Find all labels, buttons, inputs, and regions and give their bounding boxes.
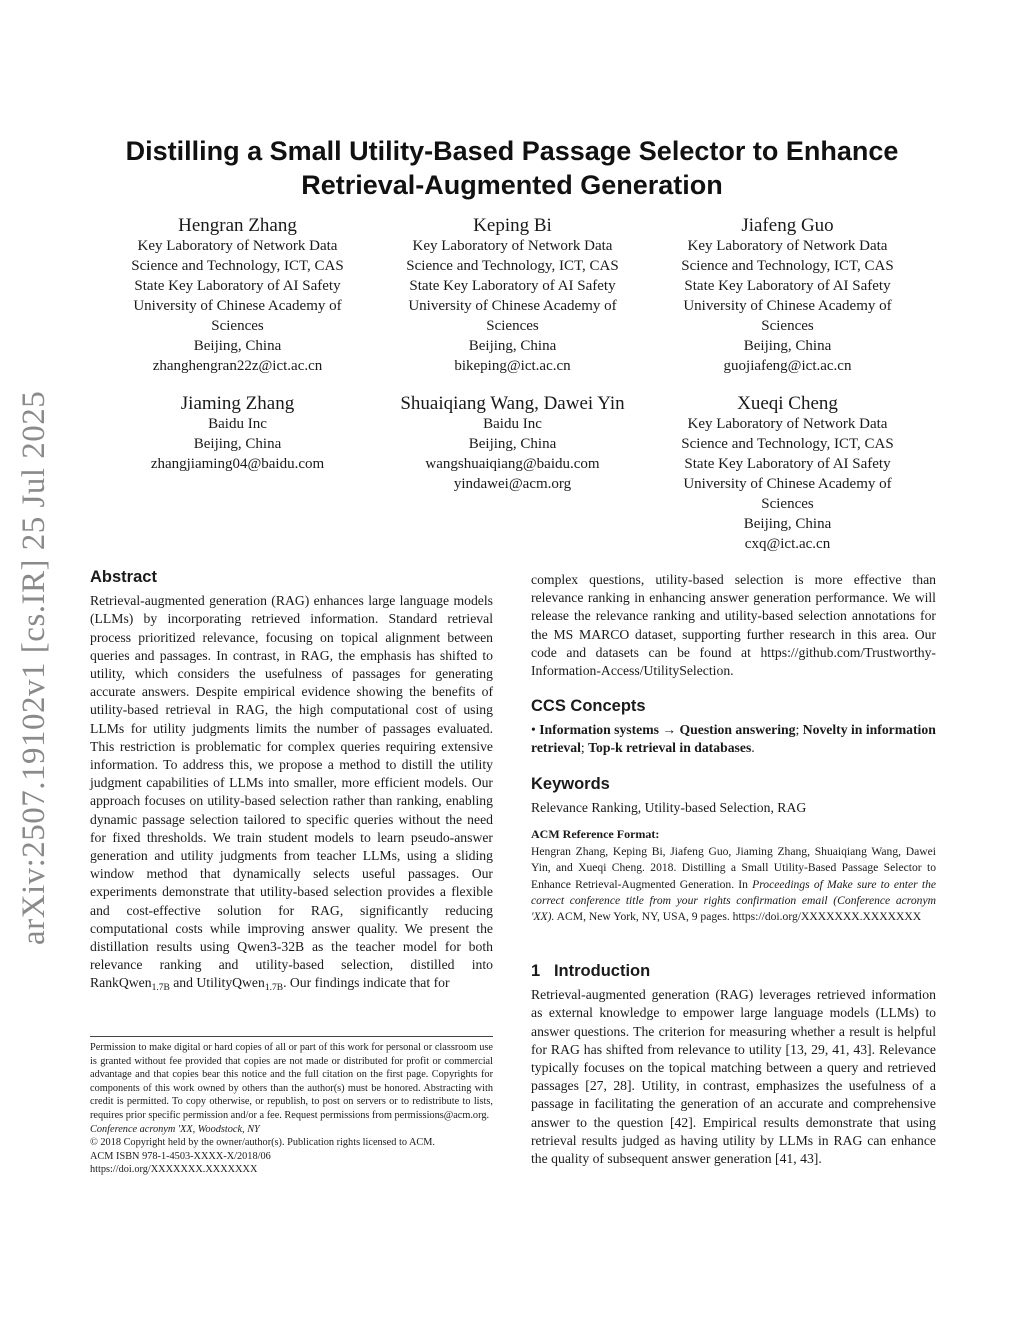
title-line-1: Distilling a Small Utility-Based Passage Selector to Enhance	[125, 136, 899, 166]
affiliation-line: Key Laboratory of Network Data	[412, 238, 613, 254]
introduction-section	[531, 962, 936, 1168]
arrow-icon: →	[662, 722, 677, 738]
author-email: zhanghengran22z@ict.ac.cn	[152, 358, 323, 374]
ccs-heading: CCS Concepts	[531, 697, 646, 715]
author-name: Hengran Zhang	[178, 215, 297, 236]
affiliation-line: Beijing, China	[743, 338, 832, 354]
ccs-concept: Question answering	[679, 722, 796, 738]
ccs-concepts	[531, 721, 936, 757]
author-block	[100, 392, 375, 474]
affiliation-line: Baidu Inc	[483, 416, 542, 432]
author-email: zhangjiaming04@baidu.com	[150, 456, 325, 472]
section-number: 1	[531, 962, 541, 980]
affiliation-line: Beijing, China	[193, 436, 282, 452]
doi-link[interactable]: https://doi.org/XXXXXXX.XXXXXXX	[90, 1164, 258, 1176]
author-email: yindawei@acm.org	[453, 476, 572, 492]
separator: ;	[580, 740, 585, 756]
utility-model-subscript: 1.7B	[264, 983, 284, 994]
keywords-section	[531, 775, 936, 817]
affiliation-line: Key Laboratory of Network Data	[137, 238, 338, 254]
author-name: Xueqi Cheng	[737, 393, 838, 414]
affiliation-line: Science and Technology, ICT, CAS	[681, 436, 894, 452]
introduction-text: Retrieval-augmented generation (RAG) leverages retrieved information as external knowledge to empower large language models (LLMs) to answer questions. The criterion for measuring whether a result is helpful for RAG has shifted from relevance to utility [13, 29, 41, 43]. Relevance typically focuses on the topical matching between a query and retrieved passages [27, 28]. Utility, in contrast, emphasizes the usefulness of a passage in facilitating the generation of an accurate and comprehensive answer to the question [42]. Empirical results demonstrate that using retrieval results judged as having utility by LLMs in RAG can enhance the quality of subsequent answer generation [41, 43].	[531, 987, 936, 1167]
author-name: Jiafeng Guo	[741, 215, 834, 236]
conference-line: Conference acronym 'XX, Woodstock, NY	[90, 1123, 260, 1135]
title-line-2: Retrieval-Augmented Generation	[301, 170, 723, 200]
affiliation-line: Beijing, China	[468, 338, 557, 354]
affiliation-line: Science and Technology, ICT, CAS	[131, 258, 344, 274]
affiliation-line: Sciences	[211, 318, 264, 334]
ccs-concept: Novelty in information retrieval	[531, 722, 936, 756]
acm-reference-heading: ACM Reference Format:	[531, 827, 660, 841]
rank-model-subscript: 1.7B	[151, 983, 170, 994]
permission-notice: Permission to make digital or hard copies of all or part of this work for personal or classroom use is granted without fee provided that copies are not made or distributed for profit or commercial advantage and that copies bear this notice and the full citation on the first page. Copyrights for components of this work owned by others than the author(s) must be honored. Abstracting with credit is permitted. To copy otherwise, or republish, to post on servers or to redistribute to lists, requires prior specific permission and/or a fee. Request permissions from permissions@acm.org.	[90, 1042, 493, 1121]
abstract-heading: Abstract	[90, 568, 157, 586]
author-block	[375, 214, 650, 376]
abstract-conjunction: and	[173, 975, 193, 991]
affiliation-line: Baidu Inc	[208, 416, 267, 432]
abstract-text: Retrieval-augmented generation (RAG) enhances large language models (LLMs) by incorporating retrieved information. Standard retrieval process prioritized relevance, focusing on topical alignment between queries and passages. In contrast, in RAG, the emphasis has shifted to utility, which considers the usefulness of passages for generating accurate answers. Despite empirical evidence showing the benefits of utility-based retrieval in RAG, the high computational cost of using LLMs for utility judgments limits the number of passages evaluated. This restriction is problematic for complex queries requiring extensive information. To address this, we propose a method to distill the utility judgment capabilities of LLMs into smaller, more efficient models. Our approach focuses on utility-based selection rather than ranking, enabling dynamic passage selection tailored to specific queries without the need for fixed thresholds. We train student models to learn pseudo-answer generation and utility judgments from teacher LLMs, using a sliding window method that dynamically selects useful passages. Our experiments demonstrate that utility-based selection provides a flexible and cost-effective solution for RAG, significantly reducing computational costs while improving answer quality. We present the distillation results using Qwen3-32B as the teacher model for both relevance ranking and utility-based selection, distilled into	[90, 593, 493, 973]
author-email: wangshuaiqiang@baidu.com	[425, 456, 600, 472]
affiliation-line: Science and Technology, ICT, CAS	[681, 258, 894, 274]
author-email: cxq@ict.ac.cn	[744, 536, 831, 552]
affiliation-line: Beijing, China	[468, 436, 557, 452]
ccs-section	[531, 697, 936, 758]
abstract-body	[90, 592, 493, 997]
affiliation-line: Key Laboratory of Network Data	[687, 416, 888, 432]
copyright-line: © 2018 Copyright held by the owner/author(s). Publication rights licensed to ACM.	[90, 1137, 436, 1149]
author-name: Keping Bi	[473, 215, 552, 236]
rank-model-name: RankQwen	[90, 975, 152, 991]
author-block	[375, 392, 650, 494]
isbn-line: ACM ISBN 978-1-4503-XXXX-X/2018/06	[90, 1150, 271, 1162]
abstract-text-end: . Our findings indicate that for	[283, 975, 450, 991]
bullet-icon: •	[531, 722, 536, 738]
affiliation-line: University of Chinese Academy of	[408, 298, 617, 314]
ccs-concept: Information systems	[539, 722, 659, 738]
affiliation-line: Key Laboratory of Network Data	[687, 238, 888, 254]
affiliation-line: Sciences	[486, 318, 539, 334]
abstract-continued	[531, 571, 936, 680]
keywords-text: Relevance Ranking, Utility-based Selection, RAG	[531, 800, 807, 816]
affiliation-line: State Key Laboratory of AI Safety	[134, 278, 341, 294]
reference-citation: Hengran Zhang, Keping Bi, Jiafeng Guo, Jiaming Zhang, Shuaiqiang Wang, Dawei Yin, and Xueqi Cheng. 2018. Distilling a Small Utility-Based Passage Selector to Enhance Retrieval-Augmented Generation. In	[531, 845, 936, 891]
reference-publisher: ACM, New York, NY, USA, 9 pages. https://doi.org/XXXXXXX.XXXXXXX	[556, 910, 922, 924]
author-block	[650, 392, 925, 554]
terminator: .	[751, 740, 755, 756]
affiliation-line: Beijing, China	[743, 516, 832, 532]
affiliation-line: Science and Technology, ICT, CAS	[406, 258, 619, 274]
abstract-section	[90, 568, 493, 998]
affiliation-line: State Key Laboratory of AI Safety	[684, 278, 891, 294]
arxiv-stamp: arXiv:2507.19102v1 [cs.IR] 25 Jul 2025	[16, 390, 52, 945]
affiliation-line: University of Chinese Academy of	[133, 298, 342, 314]
acm-reference	[531, 826, 936, 925]
author-email: guojiafeng@ict.ac.cn	[723, 358, 852, 374]
affiliation-line: State Key Laboratory of AI Safety	[409, 278, 616, 294]
affiliation-line: Sciences	[761, 318, 814, 334]
ccs-concept: Top-k retrieval in databases	[588, 740, 752, 756]
section-title: Introduction	[553, 962, 651, 980]
affiliation-line: University of Chinese Academy of	[683, 298, 892, 314]
author-name: Shuaiqiang Wang, Dawei Yin	[400, 393, 625, 414]
affiliation-line: Sciences	[761, 496, 814, 512]
affiliation-line: Beijing, China	[193, 338, 282, 354]
acm-reference-text	[531, 844, 936, 925]
author-block	[100, 214, 375, 376]
paper-title	[90, 134, 934, 202]
author-block	[650, 214, 925, 376]
keywords-heading: Keywords	[531, 775, 610, 793]
affiliation-line: University of Chinese Academy of	[683, 476, 892, 492]
copyright-footnote	[90, 1036, 493, 1177]
author-email: bikeping@ict.ac.cn	[454, 358, 571, 374]
affiliation-line: State Key Laboratory of AI Safety	[684, 456, 891, 472]
abstract-continued-text: complex questions, utility-based selection is more effective than relevance ranking in enhancing answer generation performance. We will release the relevance ranking and utility-based selection annotations for the MS MARCO dataset, supporting further research in this area. Our code and datasets can be found at https://github.com/Trustworthy-Information-Access/UtilitySelection.	[531, 572, 936, 679]
utility-model-name: UtilityQwen	[196, 975, 265, 991]
separator: ;	[795, 722, 800, 738]
author-name: Jiaming Zhang	[180, 393, 295, 414]
reference-venue: Proceedings of Make sure to enter the correct conference title from your rights confirmation email (Conference acronym 'XX).	[531, 877, 937, 924]
introduction-heading	[531, 962, 936, 980]
